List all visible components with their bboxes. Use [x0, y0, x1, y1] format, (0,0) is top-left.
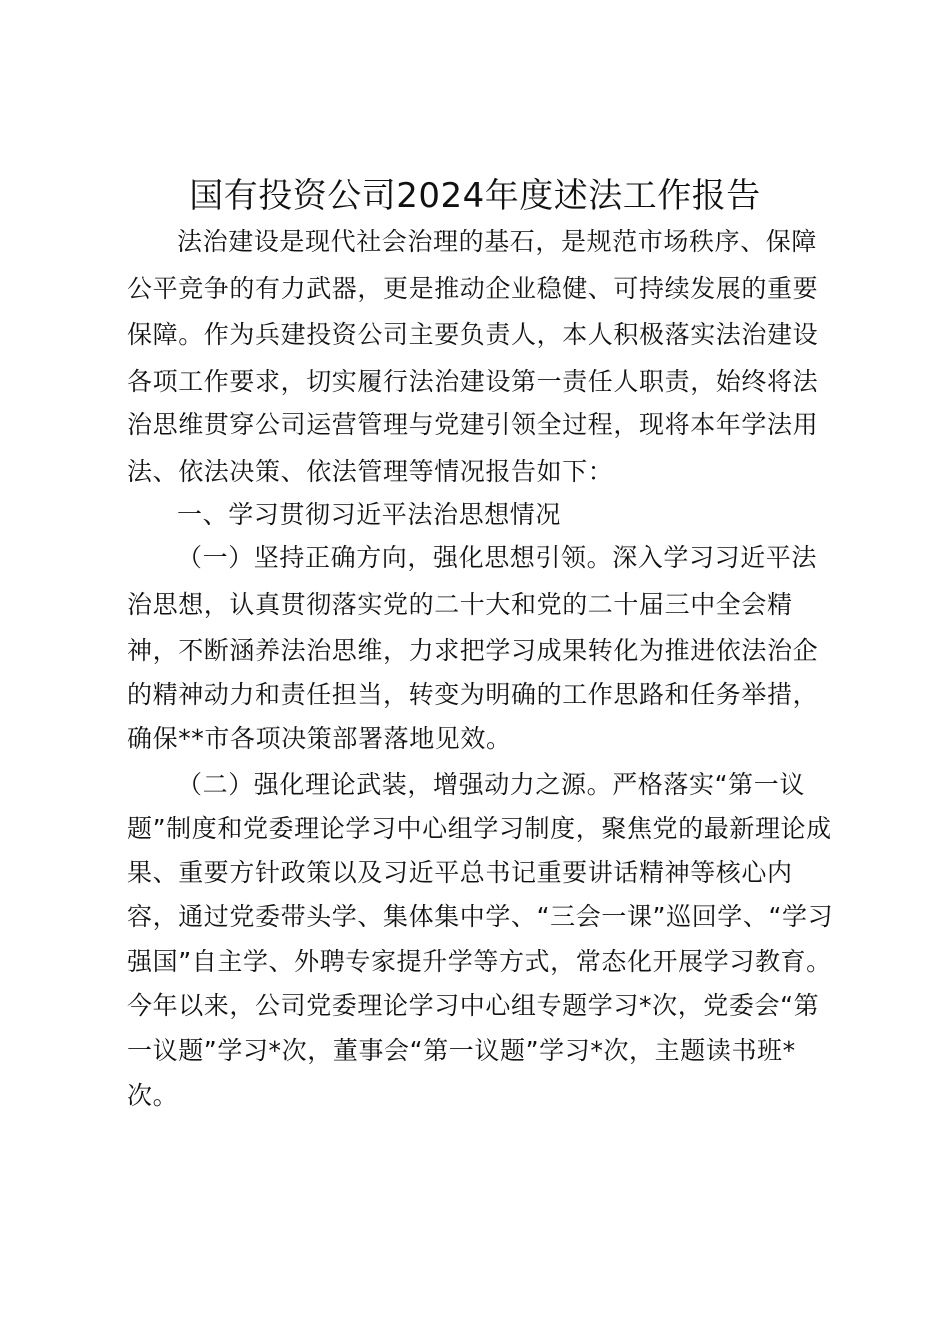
intro-line-6: 法、依法决策、依法管理等情况报告如下：	[127, 457, 614, 486]
intro-line-5: 治思维贯穿公司运营管理与党建引领全过程，现将本年学法用	[127, 410, 819, 439]
subsection-2-line-8: 次。	[127, 1081, 179, 1110]
subsection-2-line-5: 强国”自主学、外聘专家提升学等方式，常态化开展学习教育。	[127, 947, 832, 976]
subsection-2-line-1: （二）强化理论武装，增强动力之源。严格落实“第一议	[177, 770, 805, 799]
subsection-1-line-5: 确保**市各项决策部署落地见效。	[127, 724, 512, 753]
intro-line-3: 保障。作为兵建投资公司主要负责人，本人积极落实法治建设	[127, 320, 819, 349]
subsection-1-line-4: 的精神动力和责任担当，转变为明确的工作思路和任务举措，	[127, 680, 819, 709]
subsection-1-line-1: （一）坚持正确方向，强化思想引领。深入学习习近平法	[177, 543, 818, 572]
subsection-2-line-7: 一议题”学习*次，董事会“第一议题”学习*次，主题读书班*	[127, 1036, 796, 1065]
subsection-2-line-4: 容，通过党委带头学、集体集中学、“三会一课”巡回学、“学习	[127, 902, 834, 931]
subsection-2-line-6: 今年以来，公司党委理论学习中心组专题学习*次，党委会“第	[127, 991, 820, 1020]
document-title: 国有投资公司2024年度述法工作报告	[189, 176, 761, 216]
subsection-1-line-3: 神，不断涵养法治思维，力求把学习成果转化为推进依法治企	[127, 636, 819, 665]
intro-line-2: 公平竞争的有力武器，更是推动企业稳健、可持续发展的重要	[127, 274, 819, 303]
section-heading-1: 一、学习贯彻习近平法治思想情况	[177, 500, 562, 529]
subsection-1-line-2: 治思想，认真贯彻落实党的二十大和党的二十届三中全会精	[127, 590, 793, 619]
subsection-2-line-2: 题”制度和党委理论学习中心组学习制度，聚焦党的最新理论成	[127, 814, 832, 843]
intro-line-1: 法治建设是现代社会治理的基石，是规范市场秩序、保障	[177, 227, 818, 256]
intro-line-4: 各项工作要求，切实履行法治建设第一责任人职责，始终将法	[127, 367, 819, 396]
subsection-2-line-3: 果、重要方针政策以及习近平总书记重要讲话精神等核心内	[127, 858, 793, 887]
